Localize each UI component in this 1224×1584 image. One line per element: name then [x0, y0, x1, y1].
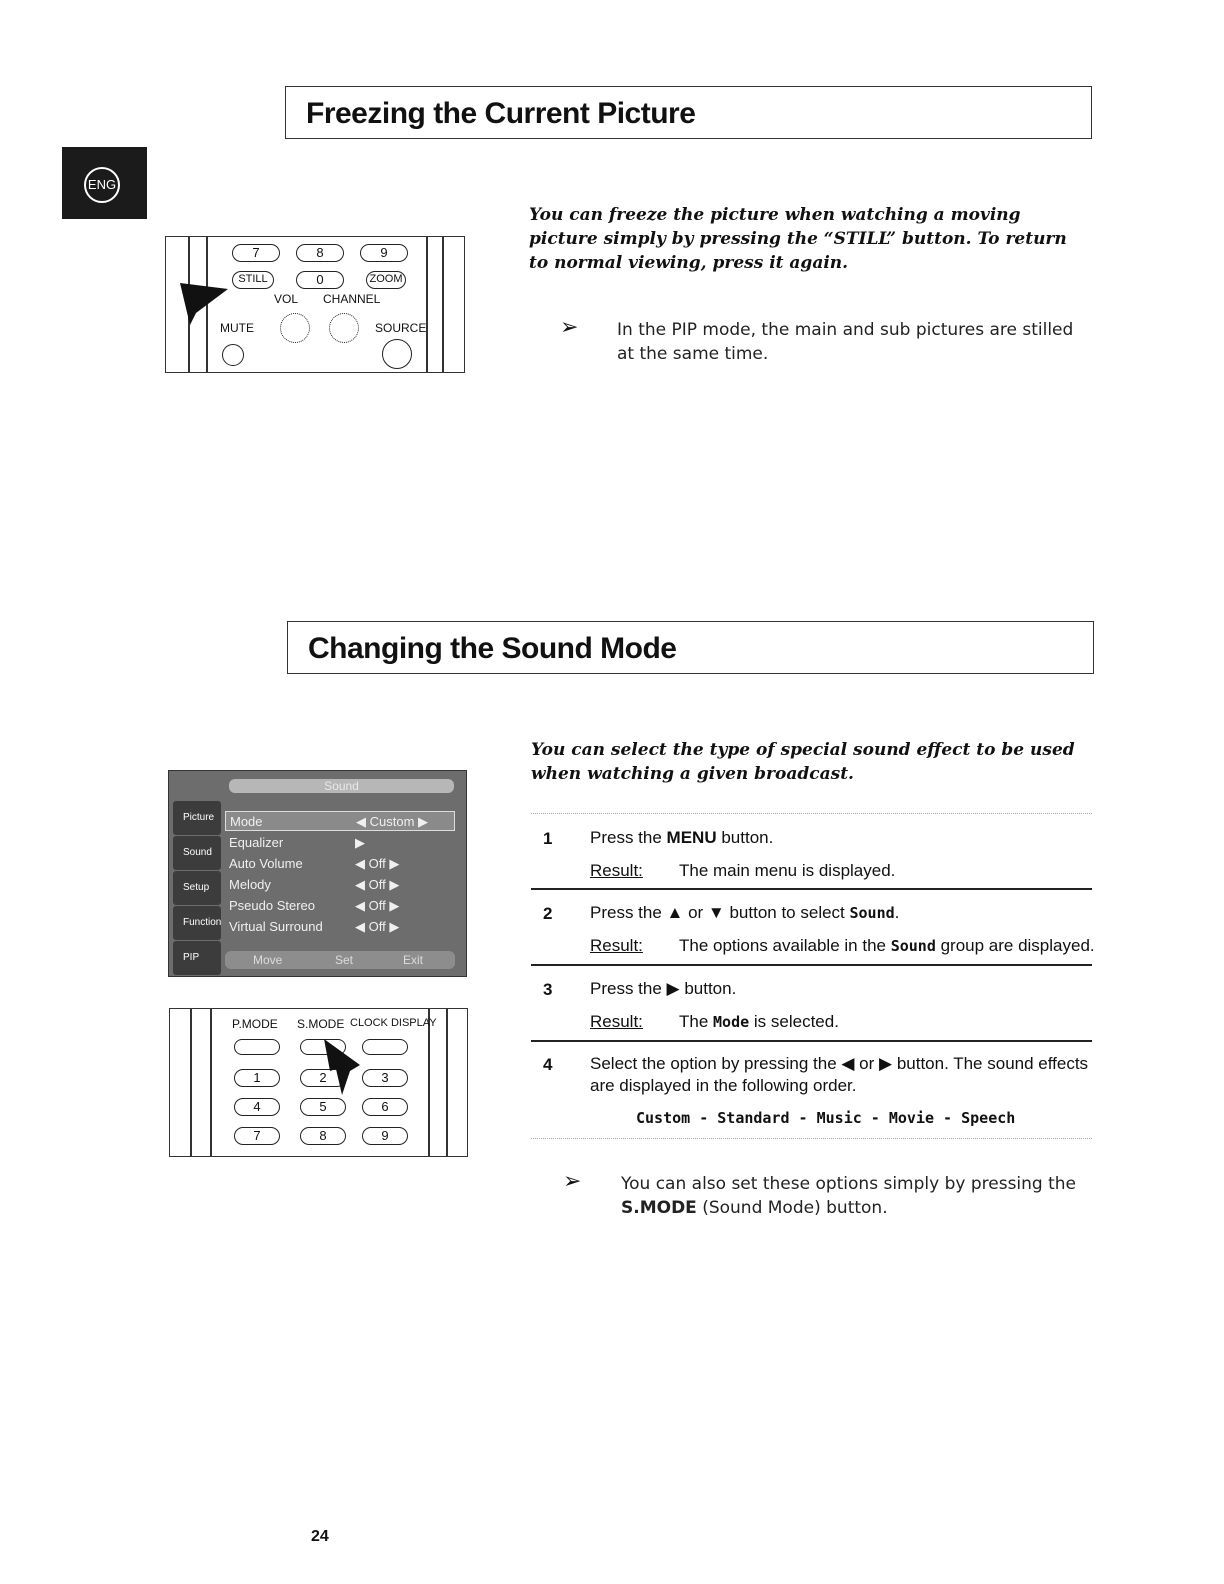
note-arrow-icon: ➢ — [560, 314, 579, 339]
osd-sidebar — [173, 801, 221, 976]
section-title: Changing the Sound Mode — [308, 632, 677, 665]
note-arrow-icon: ➢ — [563, 1168, 582, 1193]
button-8: 8 — [300, 1127, 346, 1145]
source-button — [382, 339, 412, 369]
pmode-button — [234, 1039, 280, 1055]
mute-button — [222, 344, 244, 366]
note-pip: In the PIP mode, the main and sub pictures are stilled at the same time. — [617, 320, 1074, 364]
step-2-text: Press the ▲ or ▼ button to select Sound. — [590, 903, 900, 922]
label-smode: S.MODE — [297, 1017, 345, 1031]
button-4: 4 — [234, 1098, 280, 1116]
osd-side-sound: Sound — [173, 836, 221, 870]
osd-side-function: Function — [173, 906, 221, 940]
step-2-number: 2 — [543, 904, 553, 923]
step-2-result-label: Result: — [590, 936, 643, 955]
label-mute: MUTE — [220, 321, 254, 335]
osd-side-pip: PIP — [173, 941, 221, 975]
label-pmode: P.MODE — [232, 1017, 278, 1031]
osd-row-mode: Mode ◀ Custom ▶ — [225, 811, 455, 831]
button-8: 8 — [296, 244, 344, 262]
step-3-result-label: Result: — [590, 1012, 643, 1031]
intro-freezing: You can freeze the picture when watching a moving picture simply by pressing the “STILL” button. To return to normal viewing, press it again. — [529, 205, 1067, 273]
eng-badge: ENG — [84, 167, 120, 203]
step-4-text: Select the option by pressing the ◀ or ▶ button. The sound effects are displayed in the following order. — [590, 1054, 1089, 1095]
vol-rocker — [280, 313, 310, 343]
section-header-freezing — [285, 86, 1092, 139]
button-zoom: ZOOM — [366, 271, 406, 289]
osd-row-auto-volume: Auto Volume ◀ Off ▶ — [229, 856, 400, 871]
label-clock-display: CLOCK DISPLAY — [350, 1017, 437, 1029]
osd-row-virtual-surround: Virtual Surround ◀ Off ▶ — [229, 919, 400, 934]
intro-sound-mode: You can select the type of special sound effect to be used when watching a given broadcast. — [531, 740, 1075, 784]
osd-row-pseudo-stereo: Pseudo Stereo ◀ Off ▶ — [229, 898, 400, 913]
arrow-pointer-icon — [320, 1035, 370, 1097]
button-2: 2 — [300, 1069, 346, 1087]
step-1-number: 1 — [543, 829, 553, 848]
osd-exit: Exit — [403, 953, 424, 967]
button-0: 0 — [296, 271, 344, 289]
step-3-text: Press the ▶ button. — [590, 979, 737, 998]
section-title: Freezing the Current Picture — [306, 97, 696, 130]
remote-illustration-smode — [169, 1008, 468, 1157]
button-still: STILL — [232, 271, 274, 289]
button-7: 7 — [234, 1127, 280, 1145]
channel-rocker — [329, 313, 359, 343]
osd-title: Sound — [229, 779, 454, 793]
remote-illustration-still — [165, 236, 465, 373]
label-vol: VOL — [274, 292, 299, 306]
osd-side-setup: Setup — [173, 871, 221, 905]
button-7: 7 — [232, 244, 280, 262]
button-6: 6 — [362, 1098, 408, 1116]
step-3-result: The Mode is selected. — [679, 1012, 839, 1031]
osd-side-picture: Picture — [173, 801, 221, 835]
osd-row-equalizer: Equalizer ▶ — [229, 835, 365, 850]
osd-set: Set — [335, 953, 354, 967]
step-2-result: The options available in the Sound group are displayed. — [679, 936, 1095, 955]
step-1-text: Press the MENU button. — [590, 828, 774, 847]
step-1-result-label: Result: — [590, 861, 643, 880]
label-channel: CHANNEL — [323, 292, 381, 306]
page-number: 24 — [311, 1528, 329, 1545]
note-smode: You can also set these options simply by pressing the S.MODE (Sound Mode) button. — [621, 1174, 1077, 1218]
step-4-number: 4 — [543, 1055, 553, 1074]
label-source: SOURCE — [375, 321, 427, 335]
button-5: 5 — [300, 1098, 346, 1116]
button-9: 9 — [360, 244, 408, 262]
osd-sound-menu — [168, 770, 467, 977]
osd-footer — [225, 951, 455, 969]
button-9: 9 — [362, 1127, 408, 1145]
button-1: 1 — [234, 1069, 280, 1087]
section-header-sound-mode — [287, 621, 1094, 674]
button-3: 3 — [362, 1069, 408, 1087]
step-1-result: The main menu is displayed. — [679, 861, 896, 880]
sound-mode-sequence: Custom - Standard - Music - Movie - Speech — [636, 1109, 1016, 1127]
step-3-number: 3 — [543, 980, 553, 999]
osd-row-melody: Melody ◀ Off ▶ — [229, 877, 400, 892]
arrow-pointer-icon — [178, 277, 238, 327]
osd-move: Move — [253, 953, 283, 967]
language-tab — [62, 147, 147, 219]
